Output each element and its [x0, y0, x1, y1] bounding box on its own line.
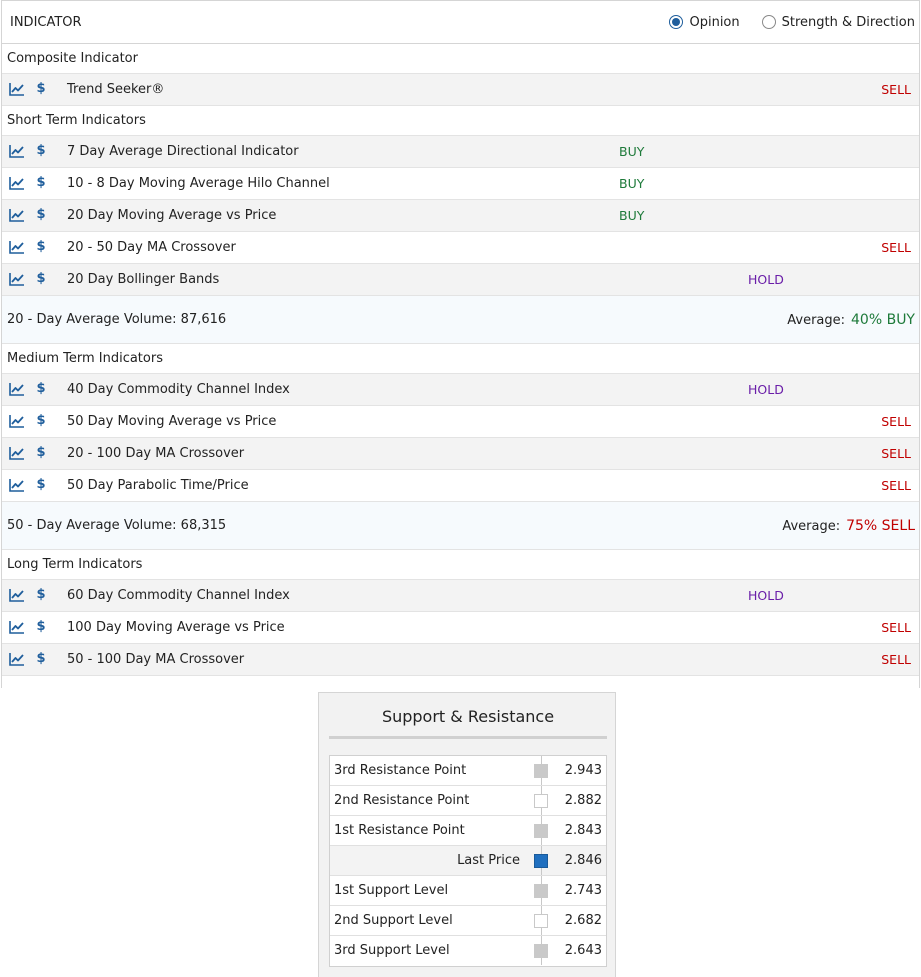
indicator-row [2, 168, 919, 200]
line-chart-icon[interactable] [9, 272, 25, 286]
view-mode-radio-group [647, 15, 919, 30]
signal-sell: SELL [881, 240, 911, 255]
indicator-name: 20 - 100 Day MA Crossover [67, 446, 245, 461]
dollar-icon[interactable]: $ [36, 413, 46, 428]
indicator-title: INDICATOR [10, 14, 82, 30]
indicator-name: 7 Day Average Directional Indicator [67, 144, 299, 159]
dollar-icon[interactable]: $ [36, 587, 46, 602]
average-value: 75% SELL [846, 518, 915, 534]
support-resistance-table [329, 755, 607, 967]
indicator-name: 20 Day Moving Average vs Price [67, 208, 277, 223]
level-marker [534, 794, 548, 808]
level-row [330, 816, 606, 846]
level-value: 2.943 [564, 763, 602, 778]
dollar-icon[interactable]: $ [36, 445, 46, 460]
line-chart-icon[interactable] [9, 82, 25, 96]
level-value: 2.846 [564, 853, 602, 868]
indicator-row [2, 580, 919, 612]
average-opinion [782, 502, 915, 551]
level-value: 2.843 [564, 823, 602, 838]
average-volume: 50 - Day Average Volume: 68,315 [7, 518, 227, 533]
radio-strength-direction-label: Strength & Direction [781, 14, 915, 30]
level-label: 1st Support Level [334, 883, 449, 898]
signal-hold: HOLD [748, 588, 784, 603]
level-label: 3rd Support Level [334, 943, 450, 958]
indicator-name: 10 - 8 Day Moving Average Hilo Channel [67, 176, 330, 191]
signal-buy: BUY [619, 208, 645, 223]
indicator-row [2, 136, 919, 168]
dollar-icon[interactable]: $ [36, 175, 46, 190]
average-opinion [787, 296, 915, 345]
section-title: Short Term Indicators [2, 106, 919, 136]
last-price-row [330, 846, 606, 876]
level-label: Last Price [457, 853, 520, 868]
level-value: 2.882 [564, 793, 602, 808]
indicator-name: 40 Day Commodity Channel Index [67, 382, 290, 397]
support-resistance-panel [318, 692, 616, 977]
dollar-icon[interactable]: $ [36, 381, 46, 396]
indicator-row [2, 232, 919, 264]
dollar-icon[interactable]: $ [36, 81, 46, 96]
indicator-row [2, 374, 919, 406]
section-title: Medium Term Indicators [2, 344, 919, 374]
indicator-name: 100 Day Moving Average vs Price [67, 620, 285, 635]
level-row [330, 876, 606, 906]
indicator-row [2, 406, 919, 438]
indicator-row [2, 470, 919, 502]
average-label: Average: [787, 313, 846, 328]
level-marker [534, 914, 548, 928]
section-title: Long Term Indicators [2, 550, 919, 580]
radio-opinion-label: Opinion [689, 14, 740, 30]
indicator-name: 50 Day Parabolic Time/Price [67, 478, 249, 493]
level-marker [534, 944, 548, 958]
indicator-row [2, 644, 919, 676]
indicator-sections [2, 44, 919, 676]
line-chart-icon[interactable] [9, 414, 25, 428]
signal-sell: SELL [881, 414, 911, 429]
support-resistance-title: Support & Resistance [329, 693, 607, 739]
signal-sell: SELL [881, 652, 911, 667]
level-label: 2nd Support Level [334, 913, 453, 928]
dollar-icon[interactable]: $ [36, 143, 46, 158]
indicator-panel [1, 0, 920, 688]
radio-opinion-dot[interactable] [669, 15, 683, 29]
level-label: 2nd Resistance Point [334, 793, 470, 808]
signal-sell: SELL [881, 620, 911, 635]
indicator-name: 20 - 50 Day MA Crossover [67, 240, 236, 255]
dollar-icon[interactable]: $ [36, 239, 46, 254]
level-value: 2.743 [564, 883, 602, 898]
indicator-name: 60 Day Commodity Channel Index [67, 588, 290, 603]
indicator-name: 50 - 100 Day MA Crossover [67, 652, 245, 667]
indicator-row [2, 264, 919, 296]
dollar-icon[interactable]: $ [36, 207, 46, 222]
indicator-header [2, 1, 919, 44]
level-value: 2.643 [564, 943, 602, 958]
signal-buy: BUY [619, 144, 645, 159]
signal-hold: HOLD [748, 272, 784, 287]
radio-strength-direction-dot[interactable] [762, 15, 776, 29]
signal-hold: HOLD [748, 382, 784, 397]
indicator-name: 50 Day Moving Average vs Price [67, 414, 277, 429]
dollar-icon[interactable]: $ [36, 477, 46, 492]
level-row [330, 906, 606, 936]
signal-sell: SELL [881, 446, 911, 461]
dollar-icon[interactable]: $ [36, 271, 46, 286]
radio-opinion[interactable] [669, 15, 739, 30]
line-chart-icon[interactable] [9, 478, 25, 492]
line-chart-icon[interactable] [9, 588, 25, 602]
line-chart-icon[interactable] [9, 176, 25, 190]
indicator-name: Trend Seeker® [67, 82, 165, 97]
level-marker [534, 854, 548, 868]
line-chart-icon[interactable] [9, 382, 25, 396]
indicator-row [2, 612, 919, 644]
indicator-row [2, 438, 919, 470]
dollar-icon[interactable]: $ [36, 619, 46, 634]
level-marker [534, 824, 548, 838]
indicator-row [2, 74, 919, 106]
signal-buy: BUY [619, 176, 645, 191]
indicator-name: 20 Day Bollinger Bands [67, 272, 220, 287]
line-chart-icon[interactable] [9, 620, 25, 634]
level-marker [534, 884, 548, 898]
average-value: 40% BUY [851, 312, 915, 328]
level-value: 2.682 [564, 913, 602, 928]
average-summary-row [2, 296, 919, 344]
average-label: Average: [782, 519, 841, 534]
level-row [330, 786, 606, 816]
signal-sell: SELL [881, 478, 911, 493]
level-row [330, 756, 606, 786]
line-chart-icon[interactable] [9, 208, 25, 222]
line-chart-icon[interactable] [9, 144, 25, 158]
radio-strength-direction[interactable] [762, 15, 915, 30]
signal-sell: SELL [881, 82, 911, 97]
line-chart-icon[interactable] [9, 240, 25, 254]
dollar-icon[interactable]: $ [36, 651, 46, 666]
indicator-row [2, 200, 919, 232]
average-summary-row [2, 502, 919, 550]
level-row [330, 936, 606, 966]
line-chart-icon[interactable] [9, 652, 25, 666]
average-volume: 20 - Day Average Volume: 87,616 [7, 312, 227, 327]
section-title: Composite Indicator [2, 44, 919, 74]
line-chart-icon[interactable] [9, 446, 25, 460]
level-label: 3rd Resistance Point [334, 763, 467, 778]
level-marker [534, 764, 548, 778]
level-label: 1st Resistance Point [334, 823, 465, 838]
